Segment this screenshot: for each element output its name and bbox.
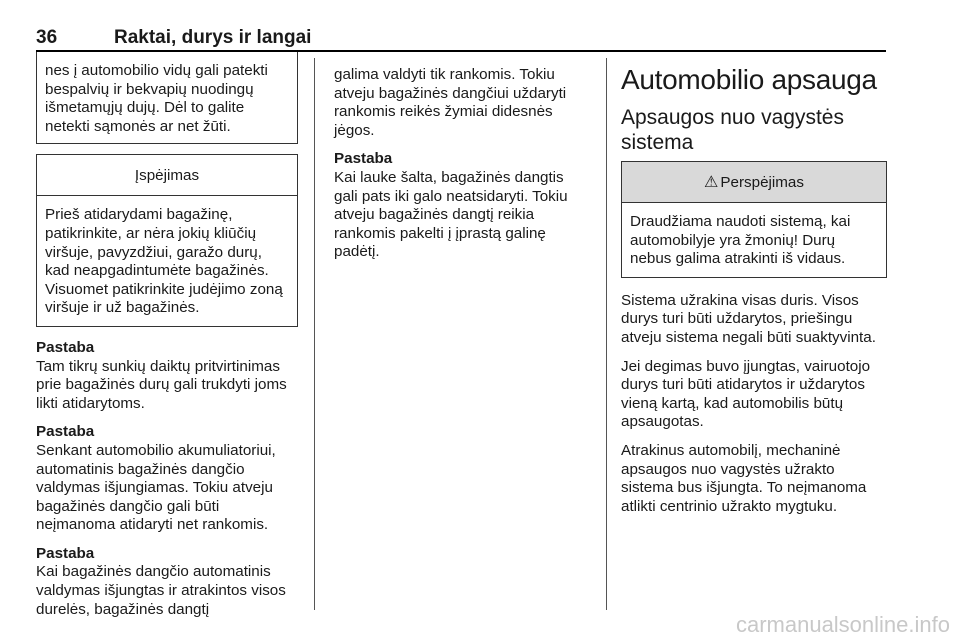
note-3 — [36, 545, 298, 619]
caution-box — [36, 154, 298, 327]
chapter-title: Raktai, durys ir langai — [114, 27, 312, 48]
warning-body — [622, 203, 886, 277]
continued-text: galima valdyti tik rankomis. Tokiu atveju bagažinės dangčiui uždaryti rankomis reikės žymiai didesnės jėgos. — [334, 66, 567, 139]
note-1 — [36, 339, 298, 413]
paragraph: Sistema užrakina visas duris. Visos durys turi būti uždarytos, priešingu atveju sistema negali būti suaktyvinta. — [621, 291, 876, 346]
caution-title: Įspėjimas — [134, 166, 200, 184]
note-2 — [36, 423, 298, 535]
note-text: Kai lauke šalta, bagažinės dangtis gali pats iki galo neatsidaryti. Tokiu atveju bagažinės dangtį reikia rankomis pakelti į įprastą galinę padėtį. — [334, 168, 568, 261]
paragraph: Jei degimas buvo įjungtas, vairuotojo durys turi būti atidarytos ir uždarytos vieną kartą, kad automobilis būtų apsaugotas. — [621, 357, 871, 431]
paragraph: Atrakinus automobilį, mechaninė apsaugos nuo vagystės užrakto sistema bus išjungta. To neįmanoma atlikti centrinio užrakto mygtuku. — [621, 441, 867, 515]
note-label: Pastaba — [334, 150, 393, 168]
column-divider — [606, 58, 607, 610]
watermark: carmanualsonline.info — [735, 612, 950, 637]
caution-body — [37, 196, 297, 326]
warning-header — [622, 162, 886, 203]
note-text: Tam tikrų sunkių daiktų pritvirtinimas prie bagažinės durų gali trukdyti joms likti atidarytoms. — [36, 357, 287, 412]
section-title: Automobilio apsauga — [621, 64, 877, 95]
warning-text: Draudžiama naudoti sistemą, kai automobilyje yra žmonių! Durų nebus galima atrakinti iš vidaus. — [630, 213, 851, 268]
note-4 — [334, 150, 589, 262]
note-label: Pastaba — [36, 338, 95, 356]
warning-box — [621, 161, 887, 278]
page-header — [36, 27, 886, 51]
warning-triangle-icon: ⚠ — [704, 174, 719, 191]
warning-box-continued — [36, 52, 298, 144]
subsection-title: Apsaugos nuo vagystės sistema — [621, 106, 844, 154]
caution-header — [37, 155, 297, 196]
caution-text: Prieš atidarydami bagažinę, patikrinkite, ar nėra jokių kliūčių viršuje, pavyzdžiui, garažo durų, kad neapgadintumėte bagažinės. Visuomet patikrinkite judėjimo zoną viršuje ir už bagažinės. — [45, 206, 283, 317]
column-3 — [621, 64, 887, 516]
warning-title: Perspėjimas — [720, 173, 804, 191]
warning-continued-text: nes į automobilio vidų gali patekti bespalvių ir bekvapių nuodingų išmetamųjų dujų. Dėl to galite netekti sąmonės ar net žūti. — [45, 62, 268, 135]
column-2 — [334, 66, 589, 262]
note-text: Kai bagažinės dangčio automatinis valdymas išjungtas ir atrakintos visos durelės, bagažinės dangtį — [36, 563, 286, 618]
note-label: Pastaba — [36, 544, 95, 562]
column-1 — [36, 52, 298, 619]
note-label: Pastaba — [36, 423, 95, 441]
page-number: 36 — [36, 27, 58, 48]
note-text: Senkant automobilio akumuliatoriui, automatinis bagažinės dangčio valdymas išjungiamas. Tokiu atveju bagažinės dangčio gali būti neįmanoma atidaryti net rankomis. — [36, 441, 276, 534]
column-divider — [314, 58, 315, 610]
